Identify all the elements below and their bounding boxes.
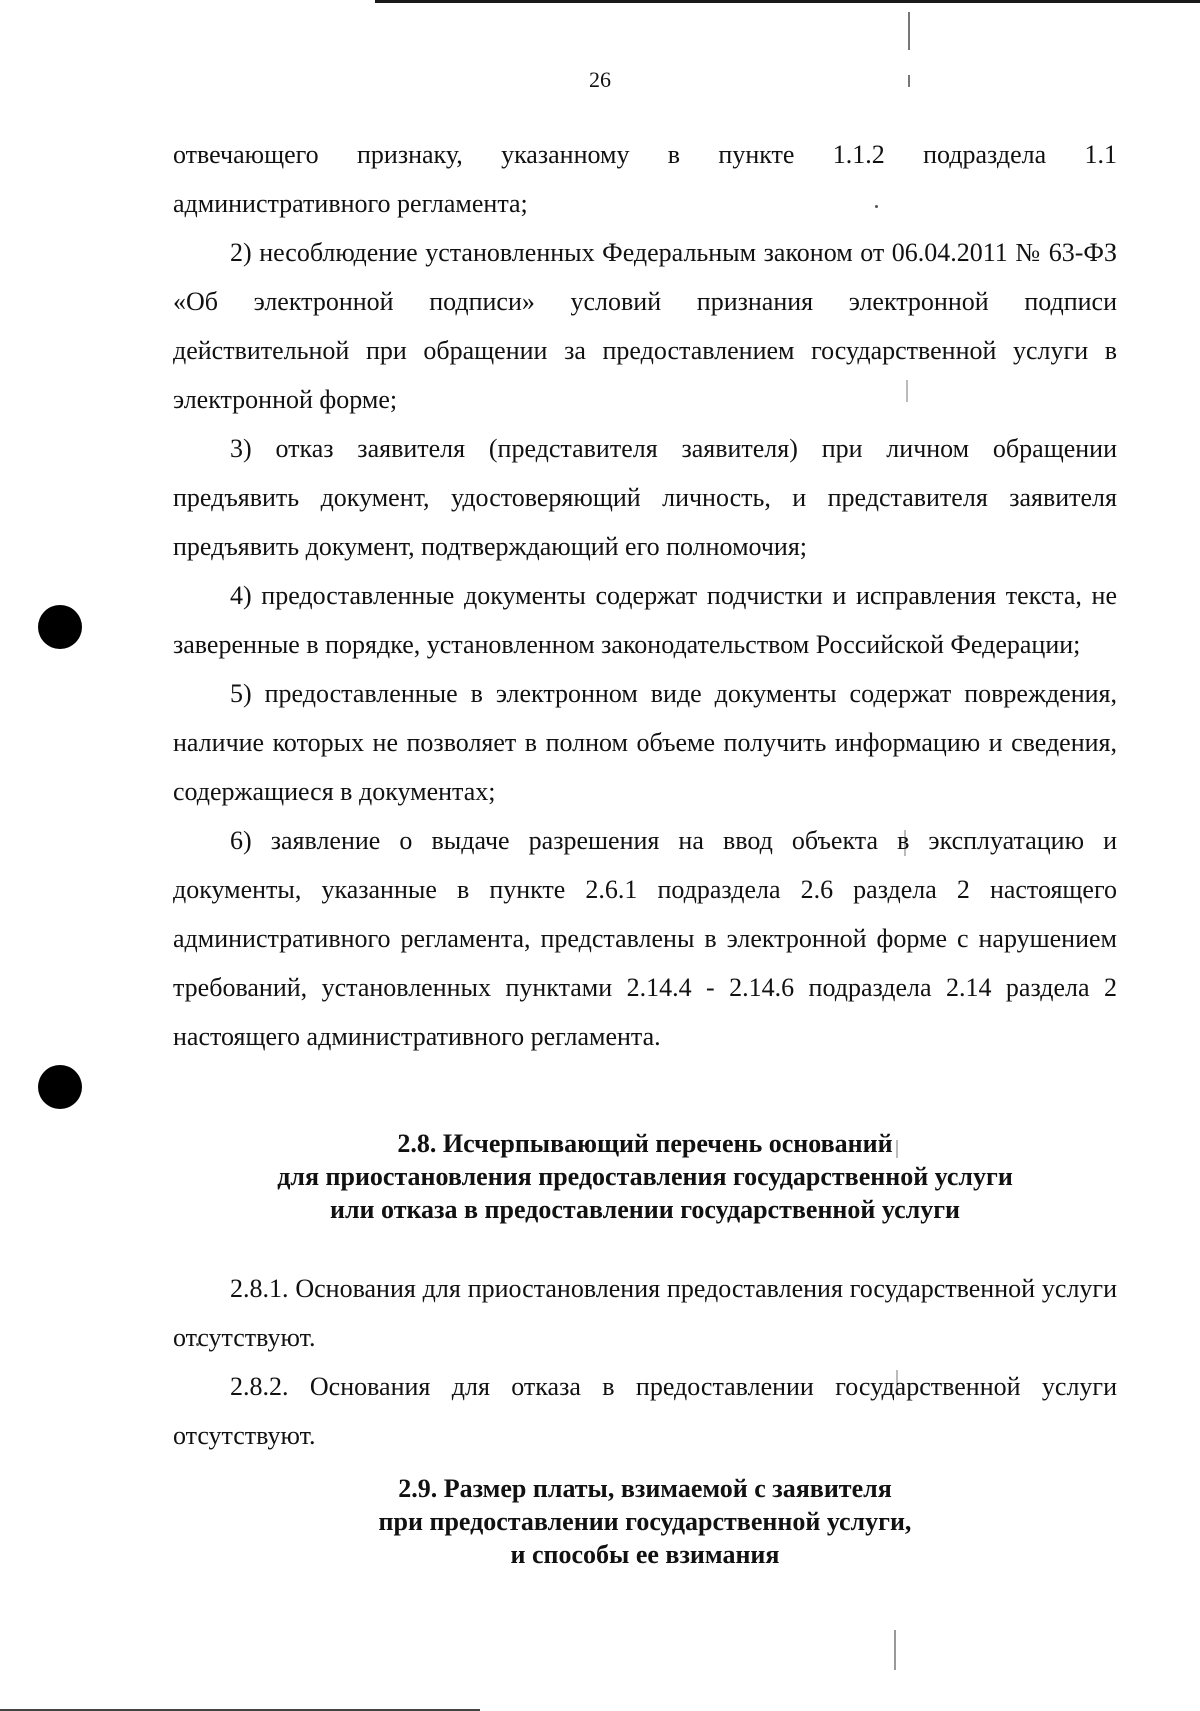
- scan-edge-top: [375, 0, 1200, 3]
- scan-speck: [894, 1630, 896, 1670]
- list-item-5: 5) предоставленные в электронном виде документы содержат повреждения, наличие которых не позволяет в полном объеме получить информацию и сведения, содержащиеся в документах;: [173, 679, 1117, 806]
- page-number: 26: [589, 67, 611, 92]
- section-heading-2-9: [173, 1472, 1117, 1571]
- heading-line: при предоставлении государственной услуги,: [378, 1507, 912, 1536]
- section-heading-2-8: [173, 1127, 1117, 1226]
- list-item-4: 4) предоставленные документы содержат подчистки и исправления текста, не заверенные в порядке, установленном законодательством Российской Федерации;: [173, 581, 1117, 659]
- paragraph-2-8-1: 2.8.1. Основания для приостановления предоставления государственной услуги отсутствуют.: [173, 1274, 1117, 1352]
- heading-line: для приостановления предоставления государственной услуги: [277, 1162, 1013, 1191]
- scan-speck: [908, 12, 910, 50]
- list-item-3: 3) отказ заявителя (представителя заявителя) при личном обращении предъявить документ, удостоверяющий личность, и представителя заявителя предъявить документ, подтверждающий его полномочия;: [173, 434, 1117, 561]
- list-item-6: 6) заявление о выдаче разрешения на ввод объекта в эксплуатацию и документы, указанные в пункте 2.6.1 подраздела 2.6 раздела 2 настоящего административного регламента, представлены в электронной форме с нарушением требований, установленных пунктами 2.14.4 - 2.14.6 подраздела 2.14 раздела 2 настоящего административного регламента.: [173, 826, 1117, 1051]
- list-item-2: 2) несоблюдение установленных Федеральным законом от 06.04.2011 № 63-ФЗ «Об электронной подписи» условий признания электронной подписи действительной при обращении за предоставлением государственной услуги в электронной форме;: [173, 238, 1117, 414]
- paragraph-2-8-2: 2.8.2. Основания для отказа в предоставлении государственной услуги отсутствуют.: [173, 1372, 1117, 1450]
- heading-line: 2.9. Размер платы, взимаемой с заявителя: [398, 1474, 892, 1503]
- heading-line: 2.8. Исчерпывающий перечень оснований: [397, 1129, 893, 1158]
- heading-line: или отказа в предоставлении государственной услуги: [329, 1195, 961, 1224]
- paragraph-continuation: отвечающего признаку, указанному в пункте 1.1.2 подраздела 1.1 административного регламента;: [173, 140, 1117, 218]
- document-body: [173, 130, 1117, 1571]
- punch-hole-lower: [38, 1065, 82, 1109]
- punch-hole-upper: [38, 605, 82, 649]
- heading-line: и способы ее взимания: [510, 1540, 780, 1569]
